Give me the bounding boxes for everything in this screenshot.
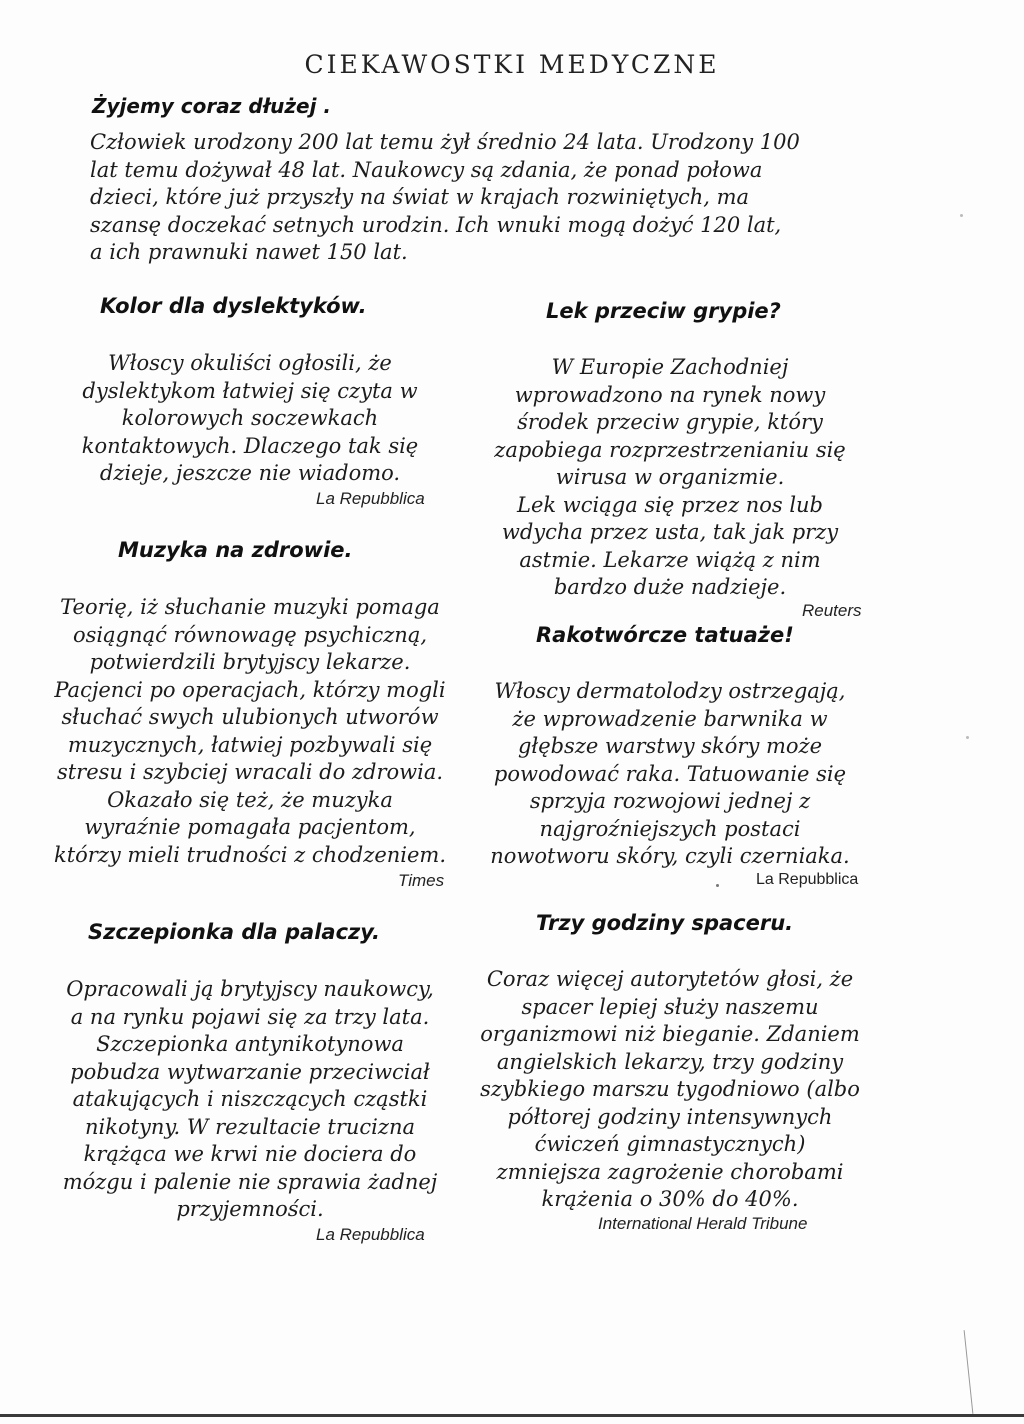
scan-dot (716, 884, 719, 887)
article-line: Pacjenci po operacjach, którzy mogli (54, 677, 446, 702)
scan-edge-line (964, 1330, 974, 1414)
article-line: sprzyja rozwojowi jednej z (529, 789, 811, 813)
article-line: kolorowych soczewkach (121, 406, 379, 430)
article-line: ćwiczeń gimnastycznych) (534, 1132, 806, 1156)
intro-heading: Żyjemy coraz dłużej . (92, 94, 332, 118)
article-line: krążenia o 30% do 40%. (541, 1187, 799, 1211)
scan-dot (966, 736, 969, 739)
article-line: wprowadzono na rynek nowy (514, 382, 826, 407)
article-line: osiągnąć równowagę psychiczną, (72, 622, 428, 647)
article-line: dzieje, jeszcze nie wiadomo. (99, 461, 401, 485)
scan-dot (960, 214, 963, 217)
article-heading-szczepionka: Szczepionka dla palaczy. (88, 920, 381, 944)
intro-line: lat temu dożywał 48 lat. Naukowcy są zdania, że ponad połowa (90, 157, 763, 182)
source-muzyka: Times (398, 871, 445, 890)
article-line: spacer lepiej służy naszemu (521, 994, 819, 1019)
article-line: najgroźniejszych postaci (539, 816, 801, 841)
article-line: potwierdzili brytyjscy lekarze. (89, 650, 411, 674)
article-line: szybkiego marszu tygodniowo (albo (480, 1077, 860, 1101)
article-line: astmie. Lekarze wiążą z nim (519, 547, 821, 572)
article-line: organizmowi niż bieganie. Zdaniem (480, 1022, 860, 1046)
article-line: wirusa w organizmie. (555, 465, 785, 489)
article-heading-spacer: Trzy godziny spaceru. (536, 911, 794, 935)
article-heading-muzyka: Muzyka na zdrowie. (118, 538, 353, 562)
source-spacer: International Herald Tribune (598, 1214, 808, 1233)
article-line: dyslektykom łatwiej się czyta w (82, 378, 418, 403)
article-body-szczepionka (25, 976, 475, 1224)
article-line: zmniejsza zagrożenie chorobami (496, 1159, 844, 1184)
article-line: słuchać swych ulubionych utworów (61, 705, 439, 729)
article-line: przyjemności. (176, 1197, 324, 1221)
article-line: muzycznych, łatwiej pozbywali się (67, 732, 433, 757)
scan-bottom-edge (0, 1414, 1024, 1417)
article-line: Coraz więcej autorytetów głosi, że (486, 967, 854, 991)
article-line: Okazało się też, że muzyka (107, 787, 393, 812)
article-line: Włoscy dermatolodzy ostrzegają, (494, 679, 846, 703)
page-title: CIEKAWOSTKI MEDYCZNE (304, 50, 720, 79)
article-line: bardzo duże nadzieje. (553, 575, 787, 599)
source-kolor: La Repubblica (316, 489, 425, 508)
article-line: pobudza wytwarzanie przeciwciał (70, 1059, 430, 1084)
article-line: krążąca we krwi nie dociera do (83, 1142, 417, 1166)
intro-line: Człowiek urodzony 200 lat temu żył średnio 24 lata. Urodzony 100 (90, 130, 800, 154)
article-line: że wprowadzenie barwnika w (512, 706, 828, 731)
article-line: Włoscy okuliści ogłosili, że (108, 351, 392, 375)
article-line: W Europie Zachodniej (551, 355, 789, 379)
article-line: Lek wciąga się przez nos lub (517, 492, 823, 517)
article-line: a na rynku pojawi się za trzy lata. (70, 1004, 430, 1029)
article-body-lek (460, 354, 880, 602)
source-lek: Reuters (802, 601, 862, 620)
article-line: wdycha przez usta, tak jak przy (501, 520, 839, 544)
article-line: angielskich lekarzy, trzy godziny (496, 1049, 844, 1074)
article-line: Szczepionka antynikotynowa (96, 1032, 404, 1056)
article-line: wyraźnie pomagała pacjentom, (84, 815, 416, 839)
intro-body (90, 129, 890, 267)
article-line: stresu i szybciej wracali do zdrowia. (56, 760, 444, 784)
source-tatuaze: La Repubblica (756, 871, 859, 888)
article-line: półtorej godziny intensywnych (507, 1104, 833, 1129)
article-body-muzyka (25, 594, 475, 869)
article-line: którzy mieli trudności z chodzeniem. (53, 842, 447, 867)
article-body-spacer (455, 966, 885, 1214)
article-line: głębsze warstwy skóry może (517, 734, 823, 758)
article-line: środek przeciw grypie, który (517, 410, 823, 434)
intro-line: dzieci, które już przyszły na świat w krajach rozwiniętych, ma (90, 185, 750, 209)
article-line: nikotyny. W rezultacie trucizna (84, 1114, 416, 1139)
article-line: Opracowali ją brytyjscy naukowcy, (66, 977, 434, 1001)
article-line: zapobiega rozprzestrzenianiu się (494, 437, 846, 462)
article-line: atakujących i niszczących cząstki (72, 1087, 428, 1111)
article-body-tatuaze (460, 678, 880, 871)
intro-line: a ich prawnuki nawet 150 lat. (90, 240, 408, 264)
article-heading-lek: Lek przeciw grypie? (546, 299, 781, 323)
article-line: Teorię, iż słuchanie muzyki pomaga (60, 595, 440, 619)
article-heading-tatuaze: Rakotwórcze tatuaże! (536, 623, 794, 647)
article-heading-kolor: Kolor dla dyslektyków. (100, 294, 367, 318)
article-body-kolor (30, 350, 470, 488)
intro-line: szansę doczekać setnych urodzin. Ich wnuki mogą dożyć 120 lat, (90, 212, 782, 237)
article-line: nowotworu skóry, czyli czerniaka. (490, 844, 850, 868)
source-szczepionka: La Repubblica (316, 1225, 425, 1244)
article-line: powodować raka. Tatuowanie się (493, 761, 847, 786)
article-line: kontaktowych. Dlaczego tak się (81, 433, 419, 458)
article-line: mózgu i palenie nie sprawia żadnej (62, 1169, 438, 1194)
